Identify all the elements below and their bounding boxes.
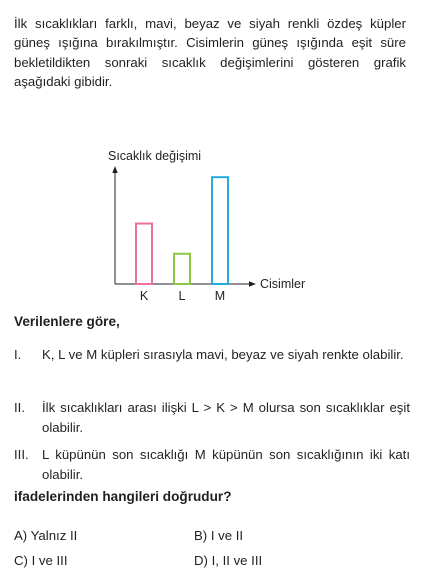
question-intro: İlk sıcaklıkları farklı, mavi, beyaz ve siyah renkli özdeş küpler güneş ışığına bırakılmıştır. Cisimlerin güneş ışığında eşit süre bekletildikten sonraki sıcaklık değişimlerini gösteren grafik aşağıdaki gibidir. bbox=[14, 16, 406, 89]
bar-l bbox=[174, 254, 190, 284]
x-axis-arrow bbox=[249, 281, 256, 286]
bar-k bbox=[136, 224, 152, 284]
statement-text: İlk sıcaklıkları arası ilişki L > K > M olursa son sıcaklıklar eşit olabilir. bbox=[42, 400, 410, 435]
option-a[interactable]: A) Yalnız II bbox=[14, 528, 78, 543]
y-axis-label: Sıcaklık değişimi bbox=[108, 149, 202, 163]
statement-number: II. bbox=[14, 400, 25, 415]
question-prompt: ifadelerinden hangileri doğrudur? bbox=[14, 489, 232, 504]
option-c[interactable]: C) I ve III bbox=[14, 553, 68, 568]
option-d[interactable]: D) I, II ve III bbox=[194, 553, 263, 568]
category-labels bbox=[140, 289, 225, 303]
lead-text: Verilenlere göre, bbox=[14, 314, 120, 329]
y-axis-arrow bbox=[112, 166, 117, 173]
statement-text: L küpünün son sıcaklığı M küpünün son sıcaklığının iki katı olabilir. bbox=[42, 447, 410, 482]
category-label-l: L bbox=[178, 289, 186, 303]
statement-number: III. bbox=[14, 447, 29, 462]
x-axis-label: Cisimler bbox=[260, 277, 306, 291]
bar-m bbox=[212, 177, 228, 284]
bars-group bbox=[136, 177, 228, 284]
statement-number: I. bbox=[14, 347, 22, 362]
category-label-k: K bbox=[139, 289, 149, 303]
statement-text: K, L ve M küpleri sırasıyla mavi, beyaz ve siyah renkte olabilir. bbox=[42, 347, 404, 362]
category-label-m: M bbox=[214, 289, 226, 303]
option-b[interactable]: B) I ve II bbox=[194, 528, 244, 543]
